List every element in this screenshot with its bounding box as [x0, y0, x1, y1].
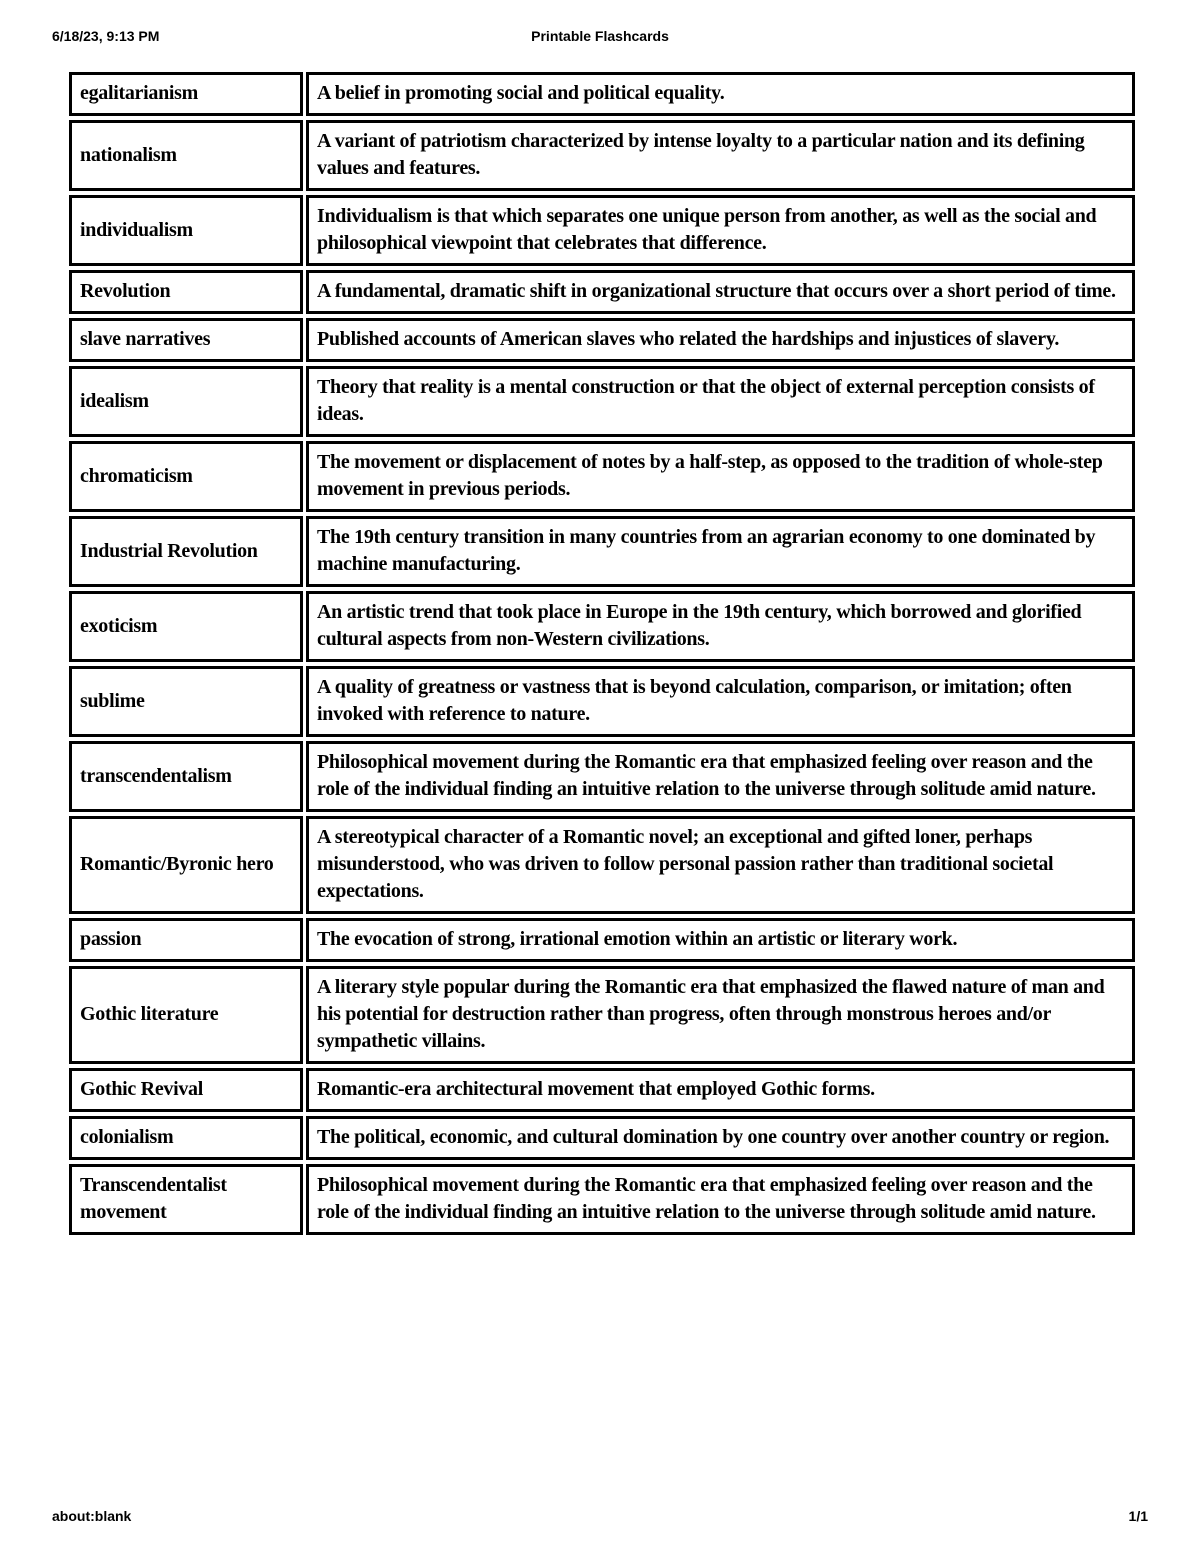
flashcard-term: Gothic Revival [69, 1068, 303, 1112]
flashcard-definition: Philosophical movement during the Romantic era that emphasized feeling over reason and the role of the individual finding an intuitive relation to the universe through solitude amid nature. [306, 741, 1135, 812]
flashcard-definition: An artistic trend that took place in Europe in the 19th century, which borrowed and glorified cultural aspects from non-Western civilizations. [306, 591, 1135, 662]
flashcard-term: colonialism [69, 1116, 303, 1160]
flashcard-row [69, 270, 1135, 314]
flashcard-definition: The 19th century transition in many countries from an agrarian economy to one dominated by machine manufacturing. [306, 516, 1135, 587]
print-header [52, 28, 1148, 48]
flashcard-term: passion [69, 918, 303, 962]
flashcard-row [69, 666, 1135, 737]
flashcard-term: individualism [69, 195, 303, 266]
flashcard-term: chromaticism [69, 441, 303, 512]
flashcard-list [69, 72, 1135, 1235]
flashcard-definition: A stereotypical character of a Romantic novel; an exceptional and gifted loner, perhaps misunderstood, who was driven to follow personal passion rather than traditional societal expectations. [306, 816, 1135, 914]
flashcard-term: idealism [69, 366, 303, 437]
flashcard-term: slave narratives [69, 318, 303, 362]
document-title: Printable Flashcards [531, 28, 669, 44]
flashcard-term: Romantic/Byronic hero [69, 816, 303, 914]
flashcard-term: Industrial Revolution [69, 516, 303, 587]
flashcard-row [69, 72, 1135, 116]
flashcard-definition: A quality of greatness or vastness that is beyond calculation, comparison, or imitation; often invoked with reference to nature. [306, 666, 1135, 737]
flashcard-definition: Romantic-era architectural movement that employed Gothic forms. [306, 1068, 1135, 1112]
flashcard-term: transcendentalism [69, 741, 303, 812]
flashcard-definition: The political, economic, and cultural domination by one country over another country or region. [306, 1116, 1135, 1160]
flashcard-definition: A belief in promoting social and political equality. [306, 72, 1135, 116]
flashcard-row [69, 1164, 1135, 1235]
page-url: about:blank [52, 1508, 132, 1524]
flashcard-term: Gothic literature [69, 966, 303, 1064]
flashcard-row [69, 966, 1135, 1064]
flashcard-row [69, 918, 1135, 962]
flashcard-definition: Published accounts of American slaves who related the hardships and injustices of slavery. [306, 318, 1135, 362]
flashcard-row [69, 366, 1135, 437]
flashcard-term: Revolution [69, 270, 303, 314]
flashcard-term: nationalism [69, 120, 303, 191]
flashcard-row [69, 816, 1135, 914]
print-date: 6/18/23, 9:13 PM [52, 28, 160, 44]
flashcard-term: exoticism [69, 591, 303, 662]
flashcard-row [69, 120, 1135, 191]
flashcard-definition: The evocation of strong, irrational emotion within an artistic or literary work. [306, 918, 1135, 962]
flashcard-definition: A fundamental, dramatic shift in organizational structure that occurs over a short period of time. [306, 270, 1135, 314]
flashcard-definition: A variant of patriotism characterized by intense loyalty to a particular nation and its defining values and features. [306, 120, 1135, 191]
flashcard-definition: Philosophical movement during the Romantic era that emphasized feeling over reason and the role of the individual finding an intuitive relation to the universe through solitude amid nature. [306, 1164, 1135, 1235]
flashcard-row [69, 516, 1135, 587]
flashcard-term: sublime [69, 666, 303, 737]
flashcard-row [69, 1068, 1135, 1112]
page-number: 1/1 [1128, 1508, 1148, 1524]
flashcard-row [69, 195, 1135, 266]
flashcard-definition: Individualism is that which separates one unique person from another, as well as the social and philosophical viewpoint that celebrates that difference. [306, 195, 1135, 266]
flashcard-definition: A literary style popular during the Romantic era that emphasized the flawed nature of man and his potential for destruction rather than progress, often through monstrous heroes and/or sympathetic villains. [306, 966, 1135, 1064]
flashcard-row [69, 591, 1135, 662]
flashcard-term: Transcendentalist movement [69, 1164, 303, 1235]
print-footer [52, 1508, 1148, 1528]
flashcard-term: egalitarianism [69, 72, 303, 116]
flashcard-definition: Theory that reality is a mental construction or that the object of external perception consists of ideas. [306, 366, 1135, 437]
flashcard-row [69, 441, 1135, 512]
flashcard-row [69, 741, 1135, 812]
flashcard-row [69, 318, 1135, 362]
flashcard-row [69, 1116, 1135, 1160]
flashcard-definition: The movement or displacement of notes by a half-step, as opposed to the tradition of whole-step movement in previous periods. [306, 441, 1135, 512]
flashcard-table [69, 68, 1135, 1239]
